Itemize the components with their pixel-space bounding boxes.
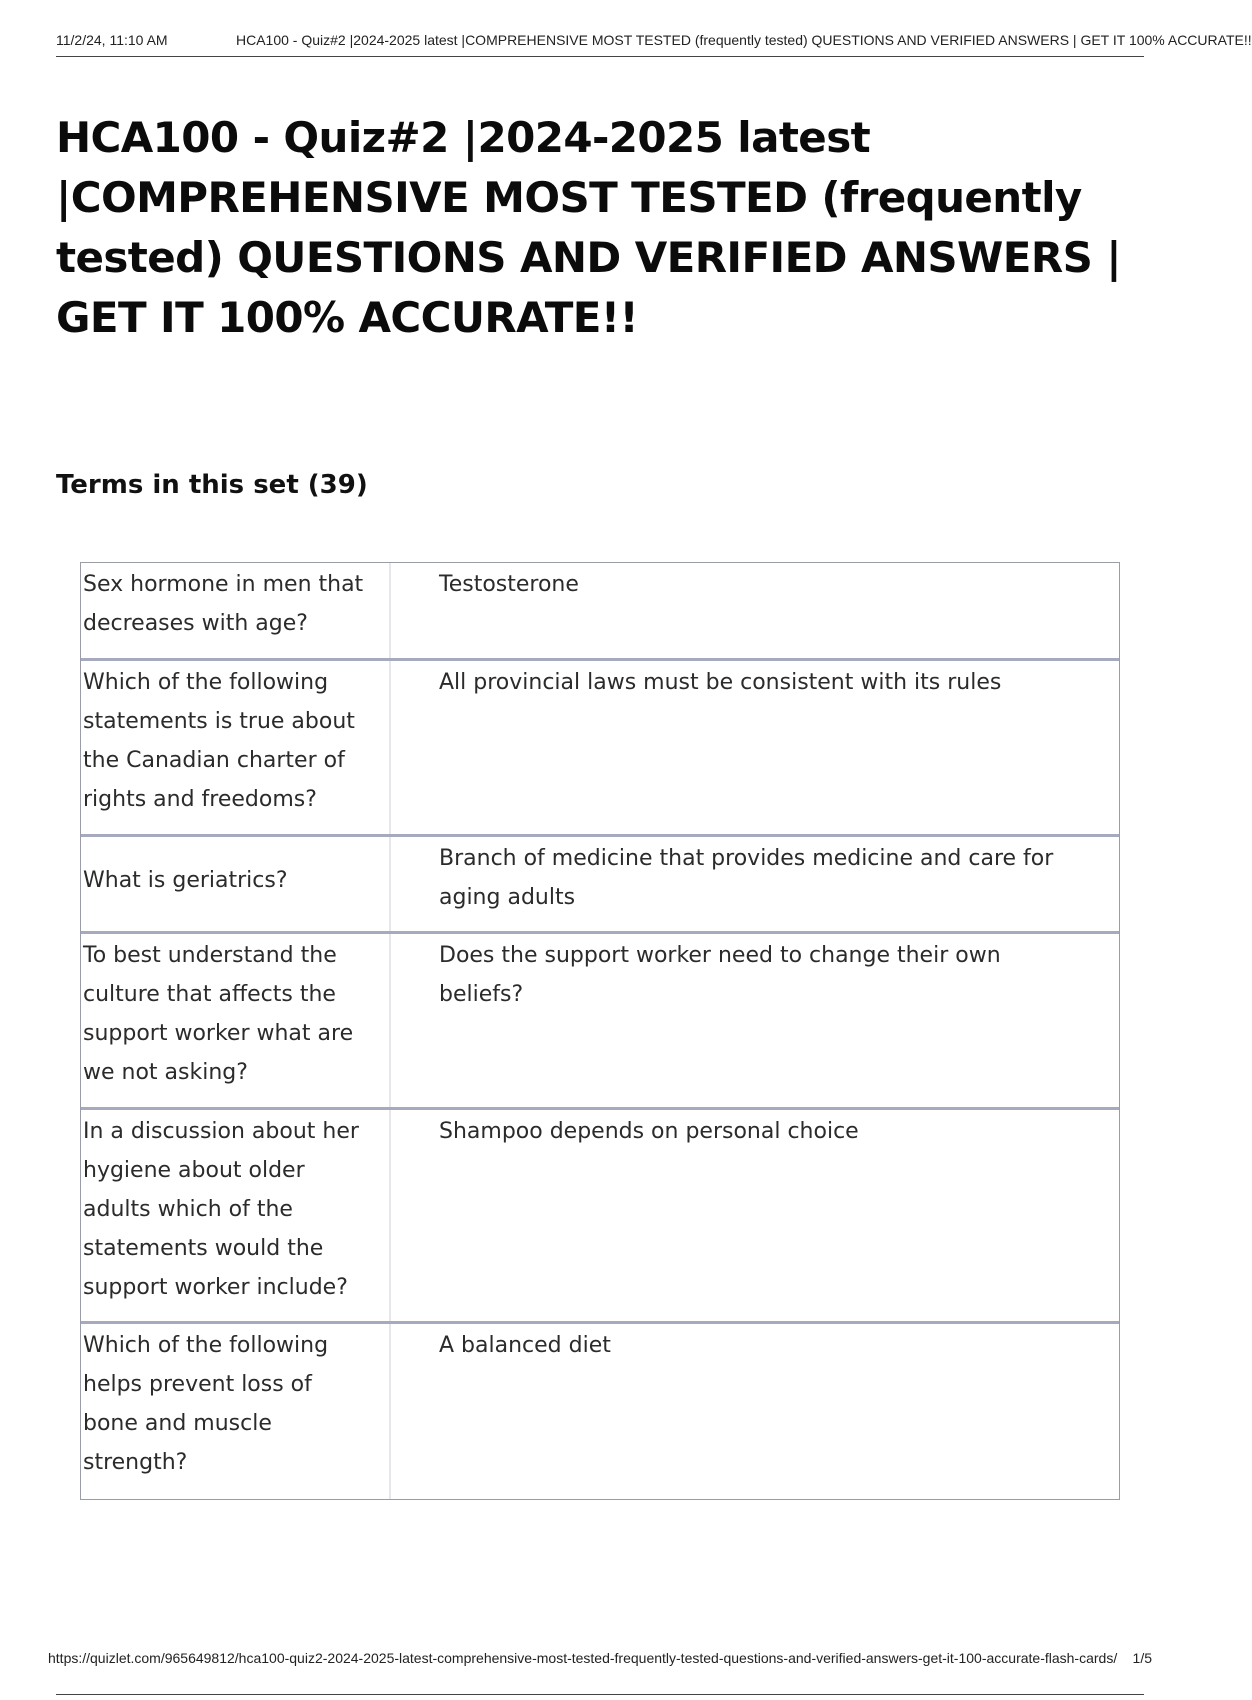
page-number: 1/5 <box>1132 1650 1152 1666</box>
term-answer: All provincial laws must be consistent with its rules <box>439 670 1002 695</box>
term-row <box>81 837 1119 934</box>
page-title: HCA100 - Quiz#2 |2024-2025 latest |COMPREHENSIVE MOST TESTED (frequently tested) QUESTIONS AND VERIFIED ANSWERS | GET IT 100% ACCURATE!! <box>56 113 1122 342</box>
term-answer: Shampoo depends on personal choice <box>439 1119 859 1144</box>
term-row <box>81 563 1119 661</box>
term-answer: A balanced diet <box>439 1333 611 1358</box>
print-header <box>56 28 1252 54</box>
term-answer: Branch of medicine that provides medicine and care for aging adults <box>439 846 1054 910</box>
header-divider <box>56 56 1144 57</box>
term-question: Which of the following statements is true about the Canadian charter of rights and freedoms? <box>81 661 391 834</box>
print-doc-title: HCA100 - Quiz#2 |2024-2025 latest |COMPREHENSIVE MOST TESTED (frequently tested) QUESTIONS AND VERIFIED ANSWERS | GET IT 100% ACCURATE!! <box>236 32 1252 48</box>
terms-table <box>80 562 1120 1500</box>
term-question: In a discussion about her hygiene about older adults which of the statements would the support worker include? <box>81 1110 391 1321</box>
term-question: To best understand the culture that affects the support worker what are we not asking? <box>81 934 391 1107</box>
print-url: https://quizlet.com/965649812/hca100-quiz2-2024-2025-latest-comprehensive-most-tested-frequently-tested-questions-and-verified-answers-get-it-100-accurate-flash-cards/ <box>48 1650 1118 1666</box>
print-footer <box>48 1650 1152 1672</box>
print-date: 11/2/24, 11:10 AM <box>56 32 168 48</box>
term-answer: Testosterone <box>439 572 579 597</box>
term-row <box>81 1110 1119 1324</box>
term-row <box>81 1324 1119 1499</box>
term-row <box>81 661 1119 837</box>
terms-heading: Terms in this set (39) <box>56 470 368 500</box>
footer-divider <box>56 1694 1144 1695</box>
term-answer: Does the support worker need to change their own beliefs? <box>439 943 1001 1007</box>
term-question: Which of the following helps prevent loss of bone and muscle strength? <box>81 1324 391 1499</box>
term-row <box>81 934 1119 1110</box>
term-question: What is geriatrics? <box>81 837 391 931</box>
term-question: Sex hormone in men that decreases with age? <box>81 563 391 658</box>
